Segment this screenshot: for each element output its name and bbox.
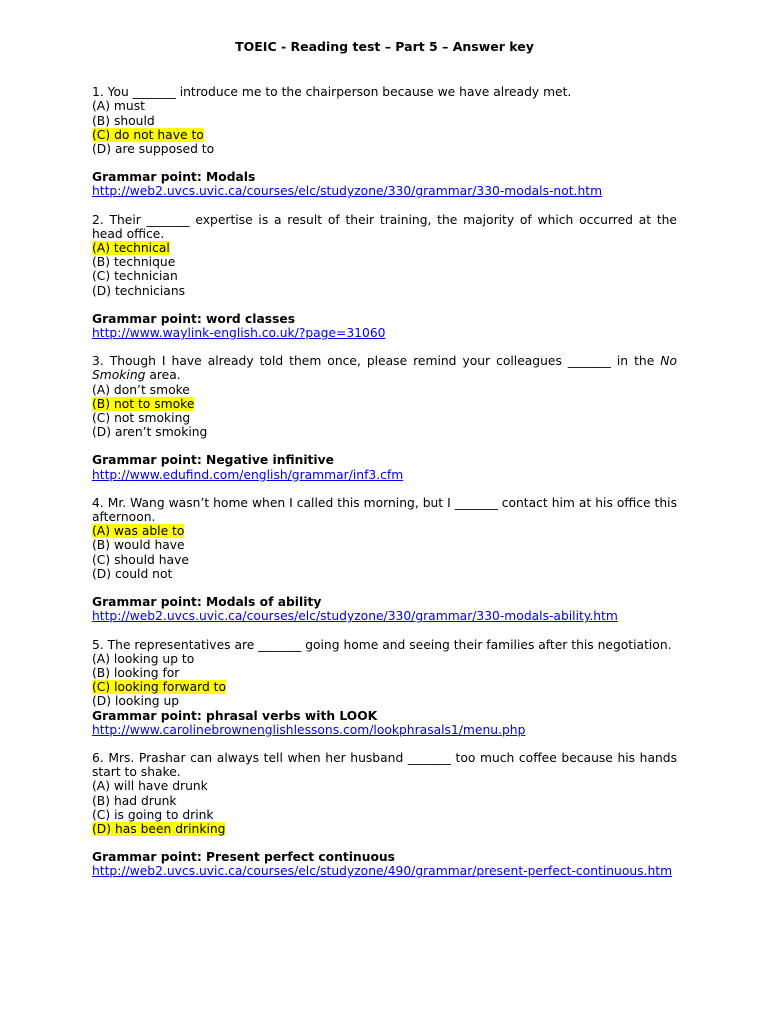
option-text-highlighted: (B) not to smoke (92, 396, 195, 411)
answer-option (92, 553, 677, 567)
question-5 (92, 638, 677, 737)
answer-option-correct (92, 680, 677, 694)
answer-option (92, 114, 677, 128)
option-text: (A) must (92, 99, 145, 114)
answer-option (92, 411, 677, 425)
answer-option (92, 425, 677, 439)
option-text: (B) should (92, 113, 155, 128)
option-text: (C) should have (92, 552, 189, 567)
stem-text: 3. Though I have already told them once, please remind your colleagues _______ in the (92, 354, 661, 369)
option-text: (A) will have drunk (92, 779, 208, 794)
answer-option (92, 666, 677, 680)
question-1 (92, 85, 677, 198)
question-4 (92, 496, 677, 624)
question-stem (92, 354, 677, 382)
option-text: (B) technique (92, 255, 176, 270)
reference-link[interactable]: http://www.edufind.com/english/grammar/inf3.cfm (92, 467, 404, 482)
option-text: (D) are supposed to (92, 142, 215, 157)
answer-option-correct (92, 241, 677, 255)
grammar-point: Grammar point: Negative infinitive (92, 453, 334, 468)
reference-link[interactable]: http://web2.uvcs.uvic.ca/courses/elc/studyzone/330/grammar/330-modals-ability.htm (92, 609, 618, 624)
answer-option-correct (92, 128, 677, 142)
option-text: (A) looking up to (92, 651, 195, 666)
answer-option (92, 694, 677, 708)
grammar-point: Grammar point: phrasal verbs with LOOK (92, 708, 378, 723)
option-text: (D) technicians (92, 283, 186, 298)
option-text: (B) looking for (92, 665, 180, 680)
answer-option (92, 99, 677, 113)
reference-link[interactable]: http://web2.uvcs.uvic.ca/courses/elc/studyzone/490/grammar/present-perfect-continuous.htm (92, 864, 673, 879)
answer-option (92, 794, 677, 808)
stem-text-end: area. (145, 368, 181, 383)
question-stem: 4. Mr. Wang wasn’t home when I called this morning, but I _______ contact him at his office this afternoon. (92, 495, 677, 525)
question-2 (92, 213, 677, 341)
option-text-highlighted: (A) was able to (92, 524, 185, 539)
answer-option-correct (92, 524, 677, 538)
answer-option (92, 142, 677, 156)
question-stem: 2. Their _______ expertise is a result of their training, the majority of which occurred at the head office. (92, 212, 677, 241)
answer-option (92, 779, 677, 793)
option-text: (D) aren’t smoking (92, 425, 208, 440)
question-stem: 6. Mrs. Prashar can always tell when her husband _______ too much coffee because his hands start to shake. (92, 750, 677, 780)
document-title: TOEIC - Reading test – Part 5 – Answer key (235, 39, 534, 54)
answer-option-correct (92, 822, 677, 836)
option-text: (A) don’t smoke (92, 382, 190, 397)
reference-link[interactable]: http://web2.uvcs.uvic.ca/courses/elc/studyzone/330/grammar/330-modals-not.htm (92, 184, 603, 199)
answer-option (92, 383, 677, 397)
answer-option (92, 808, 677, 822)
stem-emphasis: No Smoking (92, 354, 677, 383)
option-text: (D) could not (92, 566, 173, 581)
answer-option (92, 255, 677, 269)
question-stem: 1. You _______ introduce me to the chairperson because we have already met. (92, 85, 572, 100)
answer-key-document (92, 40, 677, 879)
option-text-highlighted: (A) technical (92, 241, 170, 256)
grammar-point: Grammar point: Present perfect continuous (92, 850, 395, 865)
answer-option (92, 269, 677, 283)
question-3 (92, 354, 677, 482)
answer-option (92, 567, 677, 581)
option-text-highlighted: (D) has been drinking (92, 821, 226, 836)
answer-option (92, 652, 677, 666)
option-text: (C) not smoking (92, 411, 191, 426)
answer-option-correct (92, 397, 677, 411)
reference-link[interactable]: http://www.waylink-english.co.uk/?page=31060 (92, 326, 386, 341)
answer-option (92, 284, 677, 298)
grammar-point: Grammar point: Modals (92, 170, 256, 185)
grammar-point: Grammar point: Modals of ability (92, 595, 322, 610)
question-stem: 5. The representatives are _______ going home and seeing their families after this negotiation. (92, 637, 672, 652)
option-text-highlighted: (C) do not have to (92, 127, 204, 142)
answer-option (92, 538, 677, 552)
option-text: (C) is going to drink (92, 807, 214, 822)
option-text: (B) had drunk (92, 793, 177, 808)
option-text: (C) technician (92, 269, 178, 284)
grammar-point: Grammar point: word classes (92, 311, 296, 326)
question-6 (92, 751, 677, 879)
option-text-highlighted: (C) looking forward to (92, 680, 226, 695)
option-text: (D) looking up (92, 694, 180, 709)
option-text: (B) would have (92, 538, 185, 553)
reference-link[interactable]: http://www.carolinebrownenglishlessons.com/lookphrasals1/menu.php (92, 722, 526, 737)
